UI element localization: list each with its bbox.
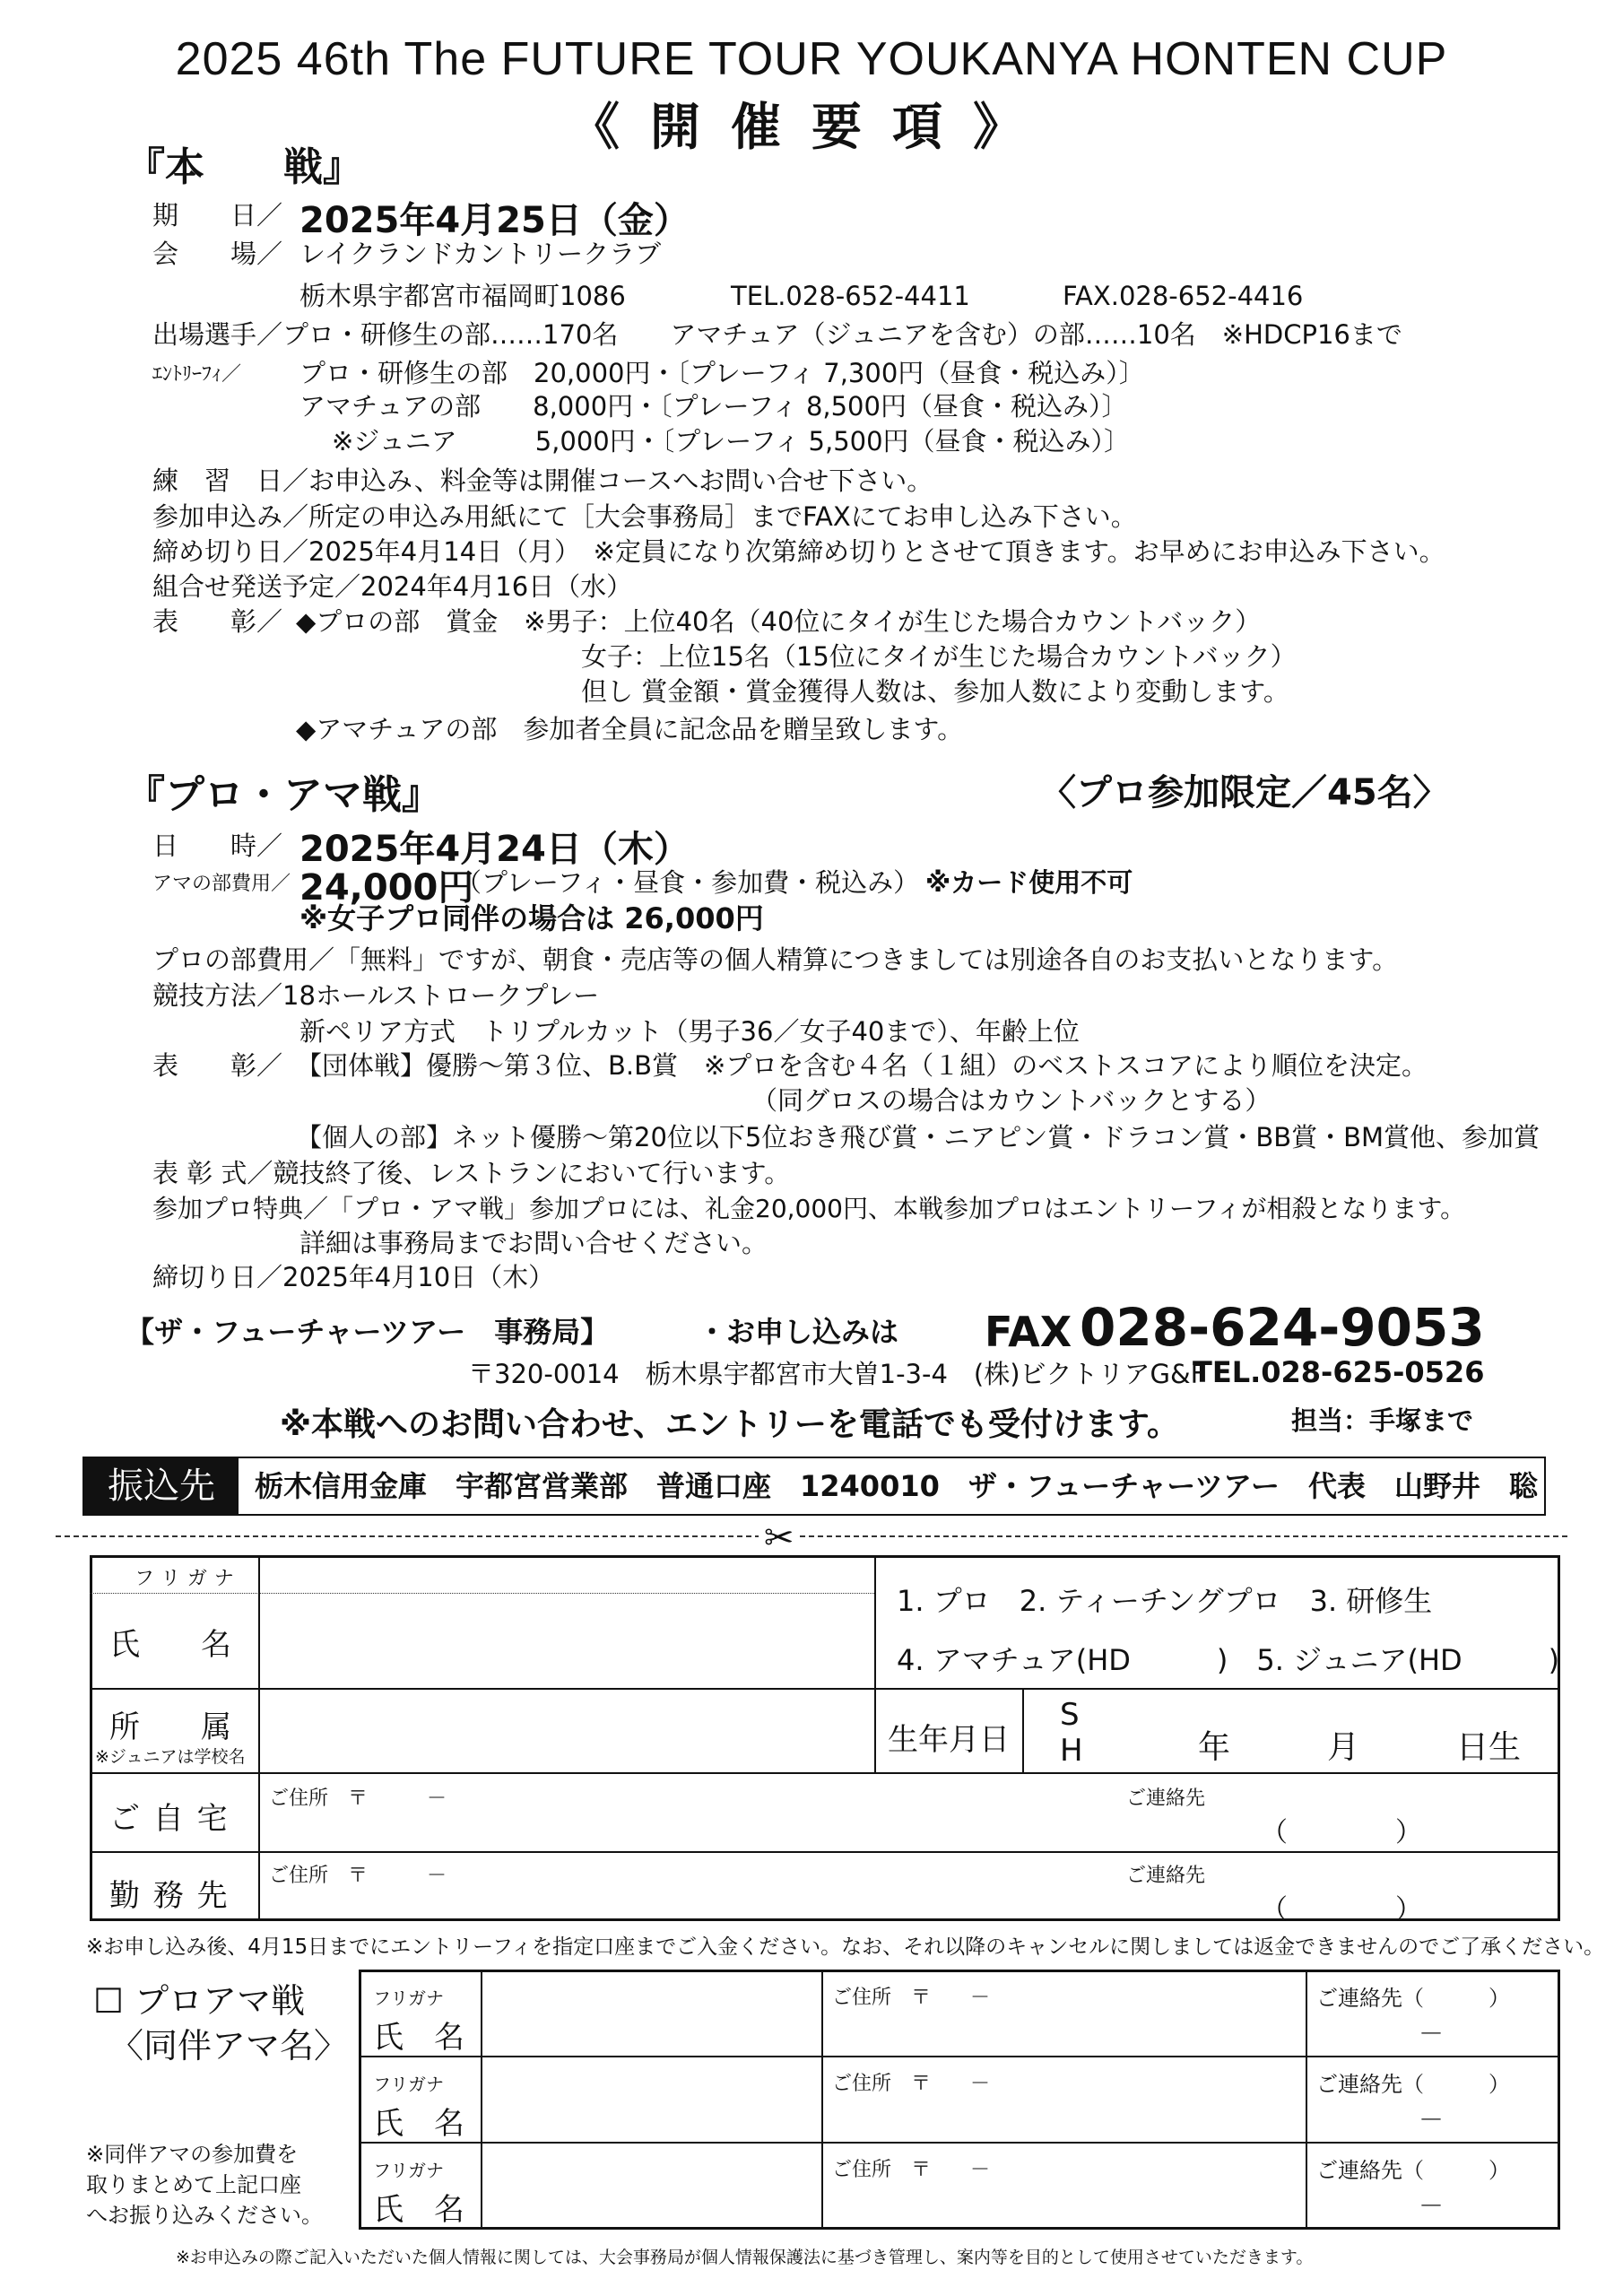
bank-box (82, 1457, 1546, 1516)
office-name: 【ザ・フューチャーツアー 事務局】 (126, 1315, 610, 1349)
category-options-1[interactable]: 1. プロ 2. ティーチングプロ 3. 研修生 (897, 1584, 1433, 1618)
home-contact-label: ご連絡先 (1126, 1787, 1206, 1810)
home-address-label: ご住所 〒 － (269, 1787, 447, 1810)
award-pro: ◆プロの部 賞金 ※男子：上位40名（40位にタイが生じた場合カウントバック） (296, 606, 1262, 637)
pro-fee: プロの部費用／「無料」ですが、朝食・売店等の個人精算につきましては別途各自のお支払いとなります。 (152, 944, 1399, 975)
companion-row-divider-2 (359, 2142, 1560, 2144)
main-venue-fax: FAX.028-652-4416 (1063, 281, 1304, 311)
affiliation-label: 所 属 (109, 1709, 231, 1745)
contact-person: 担当：手塚まで (1291, 1405, 1474, 1436)
middle-col-divider (874, 1555, 876, 1772)
main-venue-tel: TEL.028-652-4411 (731, 281, 970, 311)
pro-am-award-label: 表 彰／ (152, 1050, 283, 1081)
affiliation-field[interactable] (269, 1697, 861, 1765)
companion-contact-1: ご連絡先（ ） (1316, 1986, 1510, 2011)
bank-label: 振込先 (84, 1458, 239, 1514)
event-subtitle: 《開催要項》 (569, 99, 1054, 157)
main-venue-address: 栃木県宇都宮市福岡町1086 (299, 281, 626, 311)
work-contact-label: ご連絡先 (1126, 1865, 1206, 1887)
pro-am-deadline: 締切り日／2025年4月10日（木） (152, 1262, 555, 1292)
main-event-heading: 『本 戦』 (126, 144, 362, 190)
birth-ymd: 年 月 日生 (1198, 1729, 1522, 1766)
companion-dash-3: － (1419, 2191, 1445, 2221)
companion-name-label-2: 氏 名 (373, 2106, 464, 2142)
companion-contact-3: ご連絡先（ ） (1316, 2158, 1510, 2183)
scissors-icon: ✂ (759, 1518, 800, 1559)
format-2: 新ペリア方式 トリプルカット（男子36／女子40まで）、年齢上位 (299, 1016, 1080, 1047)
payment-note: ※お申し込み後、4月15日までにエントリーフィを指定口座までご入金ください。なお、それ以降のキャンセルに関しましては返金できませんのでご了承ください。 (86, 1935, 1605, 1959)
main-deadline: 締め切り日／2025年4月14日（月） ※定員になり次第締め切りとさせて頂きます。お早めにお申込み下さい。 (152, 536, 1445, 567)
main-players: 出場選手／プロ・研修生の部……170名 アマチュア（ジュニアを含む）の部……10名 ※HDCP16まで (152, 319, 1402, 350)
office-tel: TEL.028-625-0526 (1193, 1355, 1485, 1389)
team-award-note: （同グロスの場合はカウントバックとする） (751, 1085, 1271, 1116)
era-heisei[interactable]: H (1060, 1733, 1083, 1769)
companion-furigana-1: フリガナ (373, 1987, 444, 2009)
practice-day: 練 習 日／お申込み、料金等は開催コースへお問い合せ下さい。 (152, 465, 933, 496)
main-date-label: 期 日／ (152, 200, 283, 230)
individual-award: 【個人の部】ネット優勝～第20位以下5位おき飛び賞・ニアピン賞・ドラコン賞・BB賞・BM賞他、参加賞 (296, 1122, 1541, 1152)
companion-dash-1: － (1419, 2019, 1445, 2048)
companion-address-1: ご住所 〒 － (832, 1987, 991, 2009)
companion-address-3: ご住所 〒 － (832, 2159, 991, 2181)
companion-name-label-3: 氏 名 (373, 2192, 464, 2228)
phone-entry-notice: ※本戦へのお問い合わせ、エントリーを電話でも受付けます。 (280, 1406, 1180, 1443)
female-pro-note: ※女子プロ同伴の場合は 26,000円 (299, 901, 764, 935)
format-1: 競技方法／18ホールストロークプレー (152, 980, 600, 1011)
companion-note-3: へお振り込みください。 (86, 2203, 323, 2228)
row-divider-3 (90, 1851, 1560, 1853)
fax-label: FAX (985, 1308, 1072, 1356)
companion-dash-2: － (1419, 2105, 1445, 2135)
event-title: 2025 46th The FUTURE TOUR YOUKANYA HONTEN CUP (175, 33, 1448, 85)
award-note: 但し 賞金額・賞金獲得人数は、参加人数により変動します。 (581, 676, 1289, 707)
award-label: 表 彰／ (152, 606, 283, 637)
cut-line (56, 1535, 1567, 1537)
entry-label: ｴﾝﾄﾘｰﾌｨ／ (152, 363, 242, 386)
privacy-note: ※お申込みの際ご記入いただいた個人情報に関しては、大会事務局が個人情報保護法に基づき管理し、案内等を目的として使用させていただきます。 (176, 2248, 1314, 2267)
affiliation-note: ※ジュニアは学校名 (95, 1747, 246, 1767)
furigana-divider (90, 1593, 874, 1594)
work-label: 勤 務 先 (109, 1878, 230, 1914)
pro-am-date-label: 日 時／ (152, 831, 283, 861)
entry-fee-pro: プロ・研修生の部 20,000円・〔プレーフィ 7,300円（昼食・税込み）〕 (299, 358, 1145, 388)
work-phone-field[interactable]: （ ） (1261, 1894, 1422, 1926)
companion-contact-2: ご連絡先（ ） (1316, 2072, 1510, 2097)
main-venue-label: 会 場／ (152, 239, 283, 269)
row-divider-2 (90, 1772, 1560, 1774)
team-award: 【団体戦】優勝～第３位、B.B賞 ※プロを含む４名（１組）のベストスコアにより順位を決定。 (296, 1050, 1428, 1081)
ama-fee-note: （プレーフィ・昼食・参加費・税込み） (456, 867, 920, 898)
category-options-2[interactable]: 4. アマチュア(HD ) 5. ジュニア(HD ) (897, 1643, 1560, 1677)
main-venue-name: レイクランドカントリークラブ (299, 239, 662, 269)
companion-col-3 (1306, 1970, 1307, 2230)
entry-fee-junior: ※ジュニア 5,000円・〔プレーフィ 5,500円（昼食・税込み）〕 (332, 426, 1131, 457)
companion-note-1: ※同伴アマの参加費を (86, 2142, 299, 2167)
companion-name-field-3[interactable] (493, 2149, 812, 2221)
companion-col-2 (821, 1970, 823, 2230)
pro-am-date-value: 2025年4月24日（木） (299, 829, 690, 870)
apply-label: ・お申し込みは (698, 1315, 899, 1349)
companion-row-divider-1 (359, 2056, 1560, 2057)
no-card-note: ※カード使用不可 (925, 867, 1133, 898)
birth-col-divider (1022, 1688, 1024, 1772)
main-date-value: 2025年4月25日（金） (299, 200, 690, 241)
award-female: 女子：上位15名（15位にタイが生じた場合カウントバック） (581, 641, 1297, 672)
pro-perk-detail: 詳細は事務局までお問い合せください。 (299, 1228, 768, 1258)
ama-fee-value: 24,000円 (299, 867, 474, 909)
apply-method: 参加申込み／所定の申込み用紙にて［大会事務局］までFAXにてお申し込み下さい。 (152, 501, 1137, 532)
pro-am-checkbox[interactable]: ☐ プロアマ戦 (93, 1981, 306, 2021)
pro-am-heading: 『プロ・アマ戦』 (126, 772, 441, 818)
label-col-divider (258, 1555, 260, 1921)
furigana-label: フリガナ (135, 1568, 241, 1590)
companion-name-field-1[interactable] (493, 1977, 812, 2048)
pro-am-limit: 〈プロ参加限定／45名〉 (1040, 772, 1449, 813)
ama-fee-label: アマの部費用／ (152, 873, 291, 895)
companion-name-label-1: 氏 名 (373, 2020, 464, 2056)
award-amateur: ◆アマチュアの部 参加者全員に記念品を贈呈致します。 (296, 714, 964, 744)
home-label: ご 自 宅 (109, 1801, 230, 1837)
companion-subtitle: 〈同伴アマ名〉 (109, 2026, 349, 2066)
entry-fee-ama: アマチュアの部 8,000円・〔プレーフィ 8,500円（昼食・税込み）〕 (299, 391, 1128, 422)
home-phone-field[interactable]: （ ） (1261, 1817, 1422, 1848)
name-label: 氏 名 (109, 1627, 231, 1663)
companion-note-2: 取りまとめて上記口座 (86, 2172, 301, 2197)
ceremony: 表 彰 式／競技終了後、レストランにおいて行います。 (152, 1158, 791, 1188)
birth-label: 生年月日 (888, 1722, 1010, 1758)
bank-info: 栃木信用金庫 宇都宮営業部 普通口座 1240010 ザ・フューチャーツアー 代表 山野井 聡 (255, 1469, 1539, 1503)
companion-furigana-2: フリガナ (373, 2074, 444, 2095)
work-address-label: ご住所 〒 － (269, 1865, 447, 1887)
pairing-date: 組合せ発送予定／2024年4月16日（水） (152, 571, 633, 602)
pro-perk: 参加プロ特典／「プロ・アマ戦」参加プロには、礼金20,000円、本戦参加プロはエントリーフィが相殺となります。 (152, 1194, 1466, 1223)
companion-col-1 (481, 1970, 482, 2230)
era-showa[interactable]: S (1060, 1697, 1080, 1733)
companion-address-2: ご住所 〒 － (832, 2073, 991, 2095)
companion-name-field-2[interactable] (493, 2063, 812, 2135)
companion-furigana-3: フリガナ (373, 2160, 444, 2181)
row-divider-1 (90, 1688, 1560, 1690)
fax-number: 028-624-9053 (1080, 1297, 1485, 1358)
office-address: 〒320-0014 栃木県宇都宮市大曽1-3-4 (株)ビクトリアG&F (468, 1359, 1206, 1389)
furigana-field[interactable] (269, 1565, 861, 1590)
name-field[interactable] (269, 1602, 861, 1681)
